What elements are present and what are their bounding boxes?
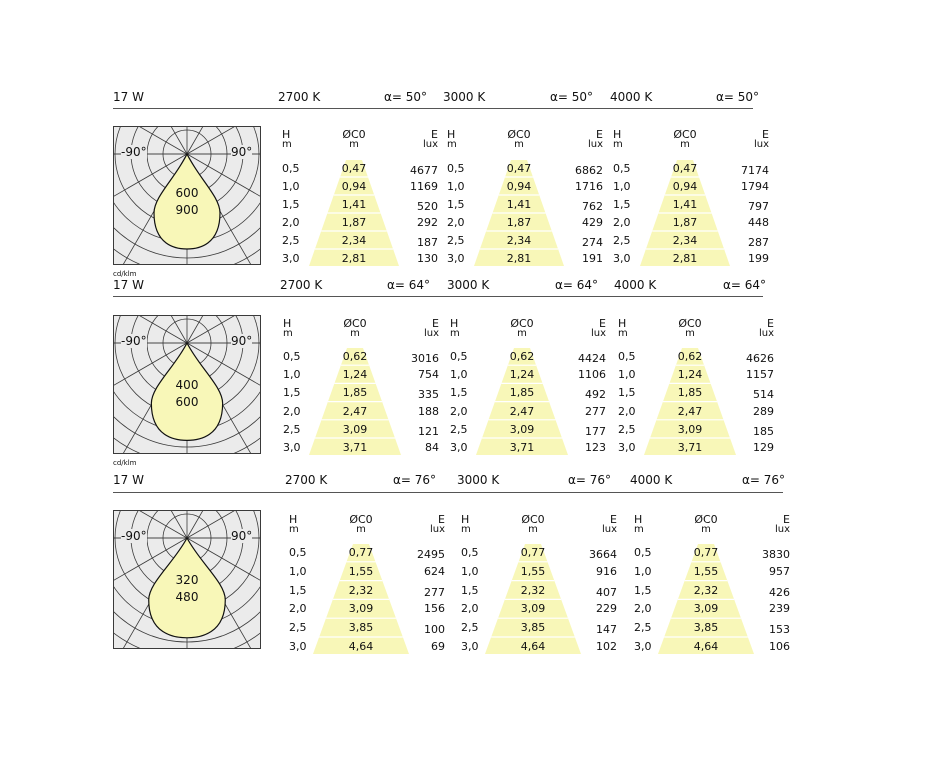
diameter-value: 3,85 xyxy=(520,621,546,635)
illuminance-value: 129 xyxy=(753,441,774,454)
illuminance-unit: lux xyxy=(758,328,774,339)
illuminance-value: 429 xyxy=(582,216,603,229)
beam-angle-label: α= 76° xyxy=(742,473,786,487)
polar-lower-value: 480 xyxy=(175,590,199,604)
diameter-value: 4,64 xyxy=(520,640,546,653)
height-value: 3,0 xyxy=(634,640,652,653)
polar-upper-value: 320 xyxy=(175,573,199,587)
diameter-value: 1,87 xyxy=(672,216,698,229)
height-value: 1,5 xyxy=(282,198,300,211)
height-value: 2,5 xyxy=(283,422,301,436)
height-value: 3,0 xyxy=(461,640,479,653)
illuminance-value: 797 xyxy=(748,200,769,213)
illuminance-value: 1169 xyxy=(410,180,438,193)
diameter-header: ØC0 xyxy=(343,317,367,330)
color-temperature-label: 3000 K xyxy=(447,278,490,292)
height-value: 0,5 xyxy=(461,546,479,559)
diameter-header: ØC0 xyxy=(349,513,373,526)
illuminance-value: 130 xyxy=(417,252,438,265)
illuminance-unit: lux xyxy=(601,524,617,535)
illuminance-value: 3664 xyxy=(589,548,617,561)
diameter-header: ØC0 xyxy=(510,317,534,330)
illuminance-value: 100 xyxy=(424,623,445,637)
illuminance-unit: lux xyxy=(429,524,445,535)
diameter-value: 1,55 xyxy=(520,564,546,578)
diameter-value: 0,47 xyxy=(506,162,532,175)
height-value: 3,0 xyxy=(613,252,631,265)
diameter-value: 3,09 xyxy=(677,422,703,436)
diameter-value: 1,41 xyxy=(341,198,367,211)
illuminance-value: 185 xyxy=(753,424,774,438)
diameter-value: 1,41 xyxy=(672,198,698,211)
diameter-value: 1,24 xyxy=(509,368,535,382)
height-value: 1,5 xyxy=(461,583,479,597)
illuminance-value: 624 xyxy=(424,564,445,578)
height-unit: m xyxy=(618,328,628,339)
illuminance-unit: lux xyxy=(587,139,603,150)
height-value: 1,0 xyxy=(461,564,479,578)
height-value: 3,0 xyxy=(283,441,301,454)
illuminance-value: 188 xyxy=(418,404,439,418)
diameter-unit: m xyxy=(680,139,690,150)
polar-upper-value: 600 xyxy=(175,186,199,200)
diameter-header: ØC0 xyxy=(694,513,718,526)
illuminance-value: 1106 xyxy=(578,368,606,382)
illuminance-value: 121 xyxy=(418,424,439,438)
illuminance-value: 2495 xyxy=(417,548,445,561)
height-value: 1,5 xyxy=(634,583,652,597)
height-value: 0,5 xyxy=(634,546,652,559)
height-value: 0,5 xyxy=(618,350,636,363)
illuminance-value: 199 xyxy=(748,252,769,265)
height-value: 1,5 xyxy=(618,386,636,400)
illuminance-value: 191 xyxy=(582,252,603,265)
height-unit: m xyxy=(634,524,644,535)
diameter-value: 3,71 xyxy=(677,441,703,454)
height-header: H xyxy=(618,317,627,330)
diameter-value: 2,34 xyxy=(341,234,367,247)
illuminance-value: 106 xyxy=(769,640,790,653)
height-value: 1,0 xyxy=(613,180,631,193)
color-temperature-label: 4000 K xyxy=(630,473,673,487)
height-header: H xyxy=(289,513,298,526)
polar-lower-value: 600 xyxy=(175,395,199,409)
illuminance-value: 156 xyxy=(424,602,445,616)
diameter-value: 2,81 xyxy=(341,252,367,265)
diameter-value: 2,47 xyxy=(342,404,368,418)
diameter-value: 2,47 xyxy=(509,404,535,418)
illuminance-header: E xyxy=(432,317,439,330)
height-value: 0,5 xyxy=(289,546,307,559)
diameter-value: 1,41 xyxy=(506,198,532,211)
height-value: 1,0 xyxy=(282,180,300,193)
beam-angle-label: α= 64° xyxy=(387,278,431,292)
diameter-value: 2,32 xyxy=(693,583,719,597)
color-temperature-label: 4000 K xyxy=(610,90,653,104)
diameter-unit: m xyxy=(517,328,527,339)
height-value: 2,5 xyxy=(461,621,479,635)
diameter-header: ØC0 xyxy=(521,513,545,526)
polar-left-angle-label: -90° xyxy=(121,334,147,348)
illuminance-value: 274 xyxy=(582,236,603,249)
height-value: 0,5 xyxy=(613,162,631,175)
illuminance-value: 1794 xyxy=(741,180,769,193)
diameter-value: 3,71 xyxy=(342,441,368,454)
diameter-value: 0,62 xyxy=(677,350,703,363)
illuminance-value: 84 xyxy=(425,441,439,454)
height-value: 1,0 xyxy=(283,368,301,382)
height-value: 0,5 xyxy=(450,350,468,363)
illuminance-value: 754 xyxy=(418,368,439,382)
diameter-unit: m xyxy=(349,139,359,150)
illuminance-value: 448 xyxy=(748,216,769,229)
diameter-value: 3,85 xyxy=(693,621,719,635)
diameter-value: 3,09 xyxy=(348,602,374,616)
height-value: 1,5 xyxy=(283,386,301,400)
height-value: 2,0 xyxy=(289,602,307,616)
height-value: 1,5 xyxy=(450,386,468,400)
diameter-header: ØC0 xyxy=(673,128,697,141)
polar-right-angle-label: 90° xyxy=(231,145,253,159)
beam-angle-label: α= 50° xyxy=(716,90,760,104)
illuminance-value: 147 xyxy=(596,623,617,637)
height-value: 3,0 xyxy=(282,252,300,265)
color-temperature-label: 2700 K xyxy=(285,473,328,487)
illuminance-value: 1157 xyxy=(746,368,774,382)
illuminance-value: 3830 xyxy=(762,548,790,561)
height-value: 3,0 xyxy=(289,640,307,653)
height-value: 1,5 xyxy=(447,198,465,211)
illuminance-value: 292 xyxy=(417,216,438,229)
diameter-value: 2,34 xyxy=(506,234,532,247)
height-header: H xyxy=(634,513,643,526)
height-value: 0,5 xyxy=(447,162,465,175)
diameter-value: 3,09 xyxy=(342,422,368,436)
illuminance-unit: lux xyxy=(423,328,439,339)
height-unit: m xyxy=(613,139,623,150)
height-value: 1,5 xyxy=(613,198,631,211)
unit-label: cd/klm xyxy=(113,270,137,278)
height-value: 1,0 xyxy=(634,564,652,578)
diameter-value: 3,09 xyxy=(693,602,719,616)
illuminance-unit: lux xyxy=(774,524,790,535)
height-header: H xyxy=(461,513,470,526)
beam-angle-label: α= 64° xyxy=(723,278,767,292)
illuminance-value: 426 xyxy=(769,585,790,599)
diameter-value: 2,32 xyxy=(348,583,374,597)
beam-angle-label: α= 50° xyxy=(384,90,428,104)
height-value: 2,5 xyxy=(634,621,652,635)
illuminance-value: 229 xyxy=(596,602,617,616)
height-value: 2,5 xyxy=(450,422,468,436)
height-value: 3,0 xyxy=(618,441,636,454)
diameter-value: 2,81 xyxy=(672,252,698,265)
diameter-value: 3,09 xyxy=(520,602,546,616)
height-header: H xyxy=(447,128,456,141)
diameter-value: 1,85 xyxy=(342,386,368,400)
illuminance-header: E xyxy=(438,513,445,526)
height-header: H xyxy=(282,128,291,141)
polar-left-angle-label: -90° xyxy=(121,145,147,159)
height-value: 1,0 xyxy=(450,368,468,382)
beam-angle-label: α= 50° xyxy=(550,90,594,104)
height-value: 1,0 xyxy=(289,564,307,578)
diameter-value: 1,85 xyxy=(509,386,535,400)
height-unit: m xyxy=(282,139,292,150)
illuminance-header: E xyxy=(762,128,769,141)
illuminance-value: 187 xyxy=(417,236,438,249)
polar-upper-value: 400 xyxy=(175,378,199,392)
height-value: 2,5 xyxy=(447,234,465,247)
illuminance-header: E xyxy=(610,513,617,526)
diameter-value: 0,47 xyxy=(341,162,367,175)
height-value: 0,5 xyxy=(283,350,301,363)
height-value: 2,0 xyxy=(613,216,631,229)
height-unit: m xyxy=(461,524,471,535)
illuminance-value: 277 xyxy=(585,404,606,418)
illuminance-value: 177 xyxy=(585,424,606,438)
illuminance-header: E xyxy=(599,317,606,330)
height-value: 2,0 xyxy=(618,404,636,418)
illuminance-value: 123 xyxy=(585,441,606,454)
diameter-unit: m xyxy=(685,328,695,339)
diameter-value: 0,77 xyxy=(693,546,719,559)
diameter-value: 0,47 xyxy=(672,162,698,175)
illuminance-value: 153 xyxy=(769,623,790,637)
height-value: 1,0 xyxy=(447,180,465,193)
polar-left-angle-label: -90° xyxy=(121,529,147,543)
diameter-value: 0,77 xyxy=(348,546,374,559)
diameter-value: 1,85 xyxy=(677,386,703,400)
diameter-value: 1,55 xyxy=(348,564,374,578)
diameter-value: 3,85 xyxy=(348,621,374,635)
color-temperature-label: 3000 K xyxy=(443,90,486,104)
color-temperature-label: 3000 K xyxy=(457,473,500,487)
height-value: 2,0 xyxy=(447,216,465,229)
illuminance-value: 102 xyxy=(596,640,617,653)
illuminance-value: 289 xyxy=(753,404,774,418)
height-value: 0,5 xyxy=(282,162,300,175)
illuminance-value: 3016 xyxy=(411,352,439,365)
illuminance-value: 957 xyxy=(769,564,790,578)
polar-right-angle-label: 90° xyxy=(231,529,253,543)
height-value: 3,0 xyxy=(450,441,468,454)
height-header: H xyxy=(283,317,292,330)
illuminance-value: 335 xyxy=(418,388,439,402)
diameter-value: 2,81 xyxy=(506,252,532,265)
illuminance-value: 6862 xyxy=(575,164,603,177)
diameter-value: 4,64 xyxy=(693,640,719,653)
diameter-value: 4,64 xyxy=(348,640,374,653)
polar-lower-value: 900 xyxy=(175,203,199,217)
illuminance-value: 762 xyxy=(582,200,603,213)
illuminance-value: 4626 xyxy=(746,352,774,365)
power-label: 17 W xyxy=(113,473,144,487)
height-value: 1,0 xyxy=(618,368,636,382)
diameter-unit: m xyxy=(350,328,360,339)
diameter-value: 0,77 xyxy=(520,546,546,559)
beam-angle-label: α= 76° xyxy=(568,473,612,487)
illuminance-unit: lux xyxy=(590,328,606,339)
diameter-value: 1,24 xyxy=(677,368,703,382)
diameter-value: 3,71 xyxy=(509,441,535,454)
diameter-value: 0,94 xyxy=(672,180,698,193)
height-unit: m xyxy=(450,328,460,339)
illuminance-value: 287 xyxy=(748,236,769,249)
illuminance-value: 239 xyxy=(769,602,790,616)
diameter-unit: m xyxy=(356,524,366,535)
illuminance-value: 4677 xyxy=(410,164,438,177)
color-temperature-label: 2700 K xyxy=(280,278,323,292)
diameter-unit: m xyxy=(528,524,538,535)
illuminance-value: 407 xyxy=(596,585,617,599)
color-temperature-label: 4000 K xyxy=(614,278,657,292)
color-temperature-label: 2700 K xyxy=(278,90,321,104)
illuminance-header: E xyxy=(767,317,774,330)
diameter-value: 0,94 xyxy=(341,180,367,193)
diameter-value: 0,62 xyxy=(342,350,368,363)
illuminance-value: 514 xyxy=(753,388,774,402)
height-value: 2,0 xyxy=(283,404,301,418)
illuminance-unit: lux xyxy=(422,139,438,150)
height-value: 2,0 xyxy=(634,602,652,616)
illuminance-value: 7174 xyxy=(741,164,769,177)
illuminance-value: 4424 xyxy=(578,352,606,365)
height-value: 2,0 xyxy=(450,404,468,418)
diameter-value: 3,09 xyxy=(509,422,535,436)
beam-angle-label: α= 76° xyxy=(393,473,437,487)
diameter-value: 1,87 xyxy=(506,216,532,229)
diameter-value: 1,24 xyxy=(342,368,368,382)
illuminance-unit: lux xyxy=(753,139,769,150)
illuminance-value: 916 xyxy=(596,564,617,578)
height-value: 1,5 xyxy=(289,583,307,597)
diameter-value: 2,32 xyxy=(520,583,546,597)
height-unit: m xyxy=(283,328,293,339)
height-value: 3,0 xyxy=(447,252,465,265)
height-value: 2,5 xyxy=(282,234,300,247)
height-unit: m xyxy=(289,524,299,535)
diameter-unit: m xyxy=(514,139,524,150)
height-unit: m xyxy=(447,139,457,150)
height-value: 2,0 xyxy=(282,216,300,229)
diameter-header: ØC0 xyxy=(342,128,366,141)
unit-label: cd/klm xyxy=(113,459,137,467)
power-label: 17 W xyxy=(113,278,144,292)
diameter-unit: m xyxy=(701,524,711,535)
diameter-value: 1,87 xyxy=(341,216,367,229)
height-header: H xyxy=(613,128,622,141)
power-label: 17 W xyxy=(113,90,144,104)
polar-right-angle-label: 90° xyxy=(231,334,253,348)
illuminance-header: E xyxy=(783,513,790,526)
diameter-value: 2,47 xyxy=(677,404,703,418)
illuminance-value: 492 xyxy=(585,388,606,402)
diameter-header: ØC0 xyxy=(507,128,531,141)
height-value: 2,5 xyxy=(618,422,636,436)
diameter-value: 1,55 xyxy=(693,564,719,578)
height-value: 2,5 xyxy=(613,234,631,247)
height-header: H xyxy=(450,317,459,330)
illuminance-value: 520 xyxy=(417,200,438,213)
height-value: 2,0 xyxy=(461,602,479,616)
beam-angle-label: α= 64° xyxy=(555,278,599,292)
height-value: 2,5 xyxy=(289,621,307,635)
diameter-value: 0,94 xyxy=(506,180,532,193)
illuminance-value: 1716 xyxy=(575,180,603,193)
diameter-header: ØC0 xyxy=(678,317,702,330)
diameter-value: 2,34 xyxy=(672,234,698,247)
illuminance-value: 277 xyxy=(424,585,445,599)
illuminance-value: 69 xyxy=(431,640,445,653)
illuminance-header: E xyxy=(596,128,603,141)
diameter-value: 0,62 xyxy=(509,350,535,363)
illuminance-header: E xyxy=(431,128,438,141)
